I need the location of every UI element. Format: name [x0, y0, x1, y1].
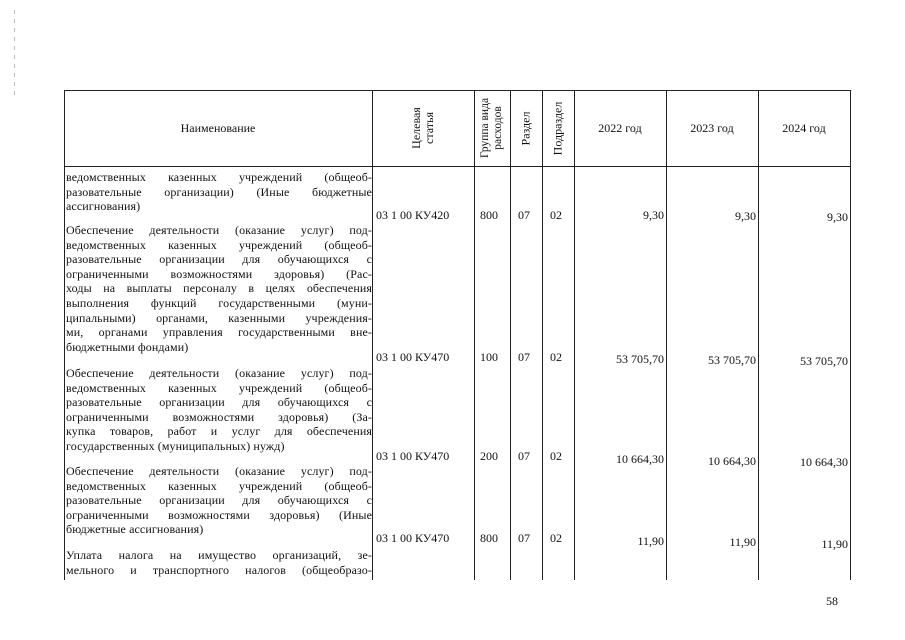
row-section: 07	[518, 449, 530, 463]
row-section: 07	[518, 208, 530, 222]
header-subsection: Подраздел	[550, 101, 565, 155]
row-group: 200	[480, 449, 498, 463]
row-name: Обеспечение деятельности (оказание услуг) под- ведомственных казенных учреждений (общеоб- разовательные организации для обучающихся с ограниченными возможностями здоровья) (За- купка товаров, работ и услуг для обеспечения государственных (муниципальных) нужд)	[66, 366, 372, 453]
row-code: 03 1 00 КУ470	[376, 449, 450, 463]
row-value-2023: 53 705,70	[708, 353, 756, 367]
row-value-2022: 9,30	[643, 208, 664, 222]
row-group: 100	[480, 350, 498, 364]
row-value-2023: 9,30	[735, 209, 756, 223]
header-2023: 2023 год	[690, 120, 734, 135]
row-name: Обеспечение деятельности (оказание услуг) под- ведомственных казенных учреждений (общеоб- разовательные организации для обучающихся с ограниченными возможностями здоровья) (Рас- ходы на выплаты персоналу в целях обеспечения выполнения функций государственными (муни- ципальными) органами, казенными учреждения- ми, органами управления государственными вне- бюджетными фондами)	[66, 223, 372, 354]
row-name: Уплата налога на имущество организаций, зе- мельного и транспортного налогов (общеобразо-	[66, 548, 372, 577]
row-code: 03 1 00 КУ470	[376, 531, 450, 545]
row-code: 03 1 00 КУ470	[376, 350, 450, 364]
row-value-2024: 11,90	[821, 537, 848, 551]
row-value-2023: 10 664,30	[708, 454, 756, 468]
row-subsection: 02	[550, 208, 562, 222]
header-expense-group: Группа вида расходов	[479, 97, 505, 159]
row-value-2023: 11,90	[729, 535, 756, 549]
header-2022: 2022 год	[598, 120, 642, 135]
row-value-2022: 10 664,30	[616, 452, 664, 466]
page-number: 58	[826, 594, 838, 608]
row-subsection: 02	[550, 531, 562, 545]
row-section: 07	[518, 350, 530, 364]
row-value-2022: 11,90	[637, 534, 664, 548]
header-name: Наименование	[180, 120, 256, 135]
row-group: 800	[480, 531, 498, 545]
row-border	[64, 166, 851, 167]
row-value-2022: 53 705,70	[616, 352, 664, 366]
row-name: ведомственных казенных учреждений (общеоб- разовательные организации) (Иные бюджетные ассигнования)	[66, 170, 372, 214]
row-code: 03 1 00 КУ420	[376, 208, 450, 222]
row-subsection: 02	[550, 449, 562, 463]
row-value-2024: 53 705,70	[800, 354, 848, 368]
header-target-article: Целевая статья	[408, 107, 436, 149]
row-name: Обеспечение деятельности (оказание услуг) под- ведомственных казенных учреждений (общеоб- разовательные организации для обучающихся с ограниченными возможностями здоровья) (Иные бюджетные ассигнования)	[66, 464, 372, 537]
col-border	[850, 90, 851, 580]
header-section: Раздел	[518, 111, 533, 145]
row-group: 800	[480, 208, 498, 222]
budget-table	[64, 90, 851, 580]
row-value-2024: 10 664,30	[800, 455, 848, 469]
header-2024: 2024 год	[782, 120, 826, 135]
row-value-2024: 9,30	[827, 210, 848, 224]
row-section: 07	[518, 531, 530, 545]
row-subsection: 02	[550, 350, 562, 364]
scan-margin-mark	[14, 10, 15, 100]
